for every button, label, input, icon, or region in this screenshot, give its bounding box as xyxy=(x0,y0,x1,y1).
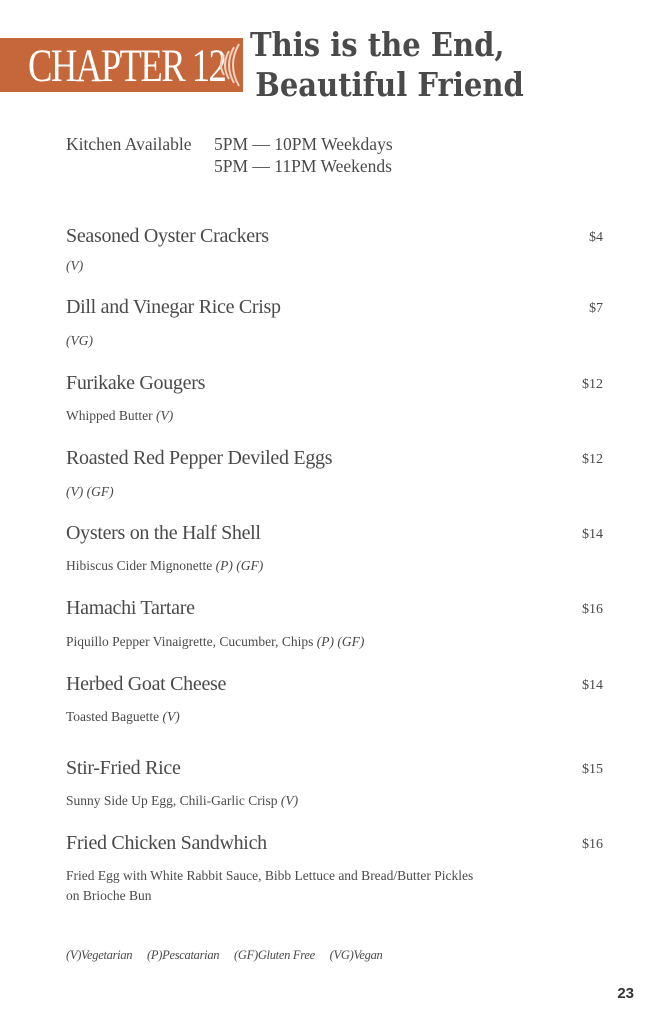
legend-vegan: (VG)Vegan xyxy=(329,948,383,962)
chapter-title-line1: This is the End, xyxy=(250,25,505,64)
menu-item-description xyxy=(66,556,546,576)
menu-item-description xyxy=(66,707,546,727)
legend-pescatarian: (P)Pescatarian xyxy=(147,948,220,962)
menu-item-price: $15 xyxy=(582,762,603,777)
dietary-tags: (P) (GF) xyxy=(316,634,365,649)
menu-item-description-text: Sunny Side Up Egg, Chili-Garlic Crisp xyxy=(66,793,278,808)
menu-item-description-text: Piquillo Pepper Vinaigrette, Cucumber, Chips xyxy=(66,634,314,649)
menu-item-name: Roasted Red Pepper Deviled Eggs xyxy=(66,447,333,469)
dietary-tags: (P) (GF) xyxy=(215,558,264,573)
legend-gluten-free: (GF)Gluten Free xyxy=(234,948,315,962)
menu-item-description-text: Toasted Baguette xyxy=(66,709,160,724)
legend-vegetarian: (V)Vegetarian xyxy=(66,948,133,962)
menu-item-name: Stir-Fried Rice xyxy=(66,757,181,779)
menu-item-name: Oysters on the Half Shell xyxy=(66,522,261,544)
menu-item-description-text: Whipped Butter xyxy=(66,408,153,423)
chapter-label: CHAPTER 12 xyxy=(28,40,226,92)
menu-item-description xyxy=(66,331,546,351)
menu-item-description xyxy=(66,632,546,652)
chapter-title xyxy=(250,25,602,105)
hours-weekends: 5PM — 11PM Weekends xyxy=(214,156,392,176)
menu-item-price: $7 xyxy=(589,301,603,316)
menu-item-price: $14 xyxy=(582,678,603,693)
menu-item-name: Fried Chicken Sandwhich xyxy=(66,832,267,854)
menu-item-price: $12 xyxy=(582,452,603,467)
dietary-tags: (V) xyxy=(155,408,174,423)
menu-item-description-line1: Fried Egg with White Rabbit Sauce, Bibb Lettuce and Bread/Butter Pickles xyxy=(66,868,474,883)
dietary-tags: (V) xyxy=(280,793,299,808)
hours-label: Kitchen Available xyxy=(66,134,192,154)
menu-item-name: Dill and Vinegar Rice Crisp xyxy=(66,296,281,318)
menu-item-name: Hamachi Tartare xyxy=(66,597,195,619)
menu-item-description xyxy=(66,256,546,276)
menu-item-description xyxy=(66,406,546,426)
dietary-legend xyxy=(66,948,395,963)
chapter-title-line2: Beautiful Friend xyxy=(255,65,524,104)
dietary-tags: (VG) xyxy=(66,333,93,348)
sound-waves-icon xyxy=(210,38,246,92)
hours-weekdays: 5PM — 10PM Weekdays xyxy=(214,134,393,154)
menu-item-description xyxy=(66,866,546,906)
dietary-tags: (V) xyxy=(66,258,84,273)
page-number: 23 xyxy=(617,985,634,1002)
menu-item-description xyxy=(66,791,546,811)
menu-item-price: $14 xyxy=(582,527,603,542)
menu-item-price: $12 xyxy=(582,377,603,392)
dietary-tags: (V) (GF) xyxy=(66,484,114,499)
menu-item-price: $16 xyxy=(582,602,603,617)
menu-item-price: $4 xyxy=(589,230,603,245)
menu-item-name: Seasoned Oyster Crackers xyxy=(66,225,269,247)
dietary-tags: (V) xyxy=(162,709,180,724)
menu-item-price: $16 xyxy=(582,837,603,852)
menu-item-description-text: Hibiscus Cider Mignonette xyxy=(66,558,213,573)
menu-item-name: Furikake Gougers xyxy=(66,372,206,394)
menu-item-description xyxy=(66,482,546,502)
menu-item-name: Herbed Goat Cheese xyxy=(66,673,227,695)
kitchen-hours xyxy=(66,133,393,177)
menu-item-description-line2: on Brioche Bun xyxy=(66,888,152,903)
